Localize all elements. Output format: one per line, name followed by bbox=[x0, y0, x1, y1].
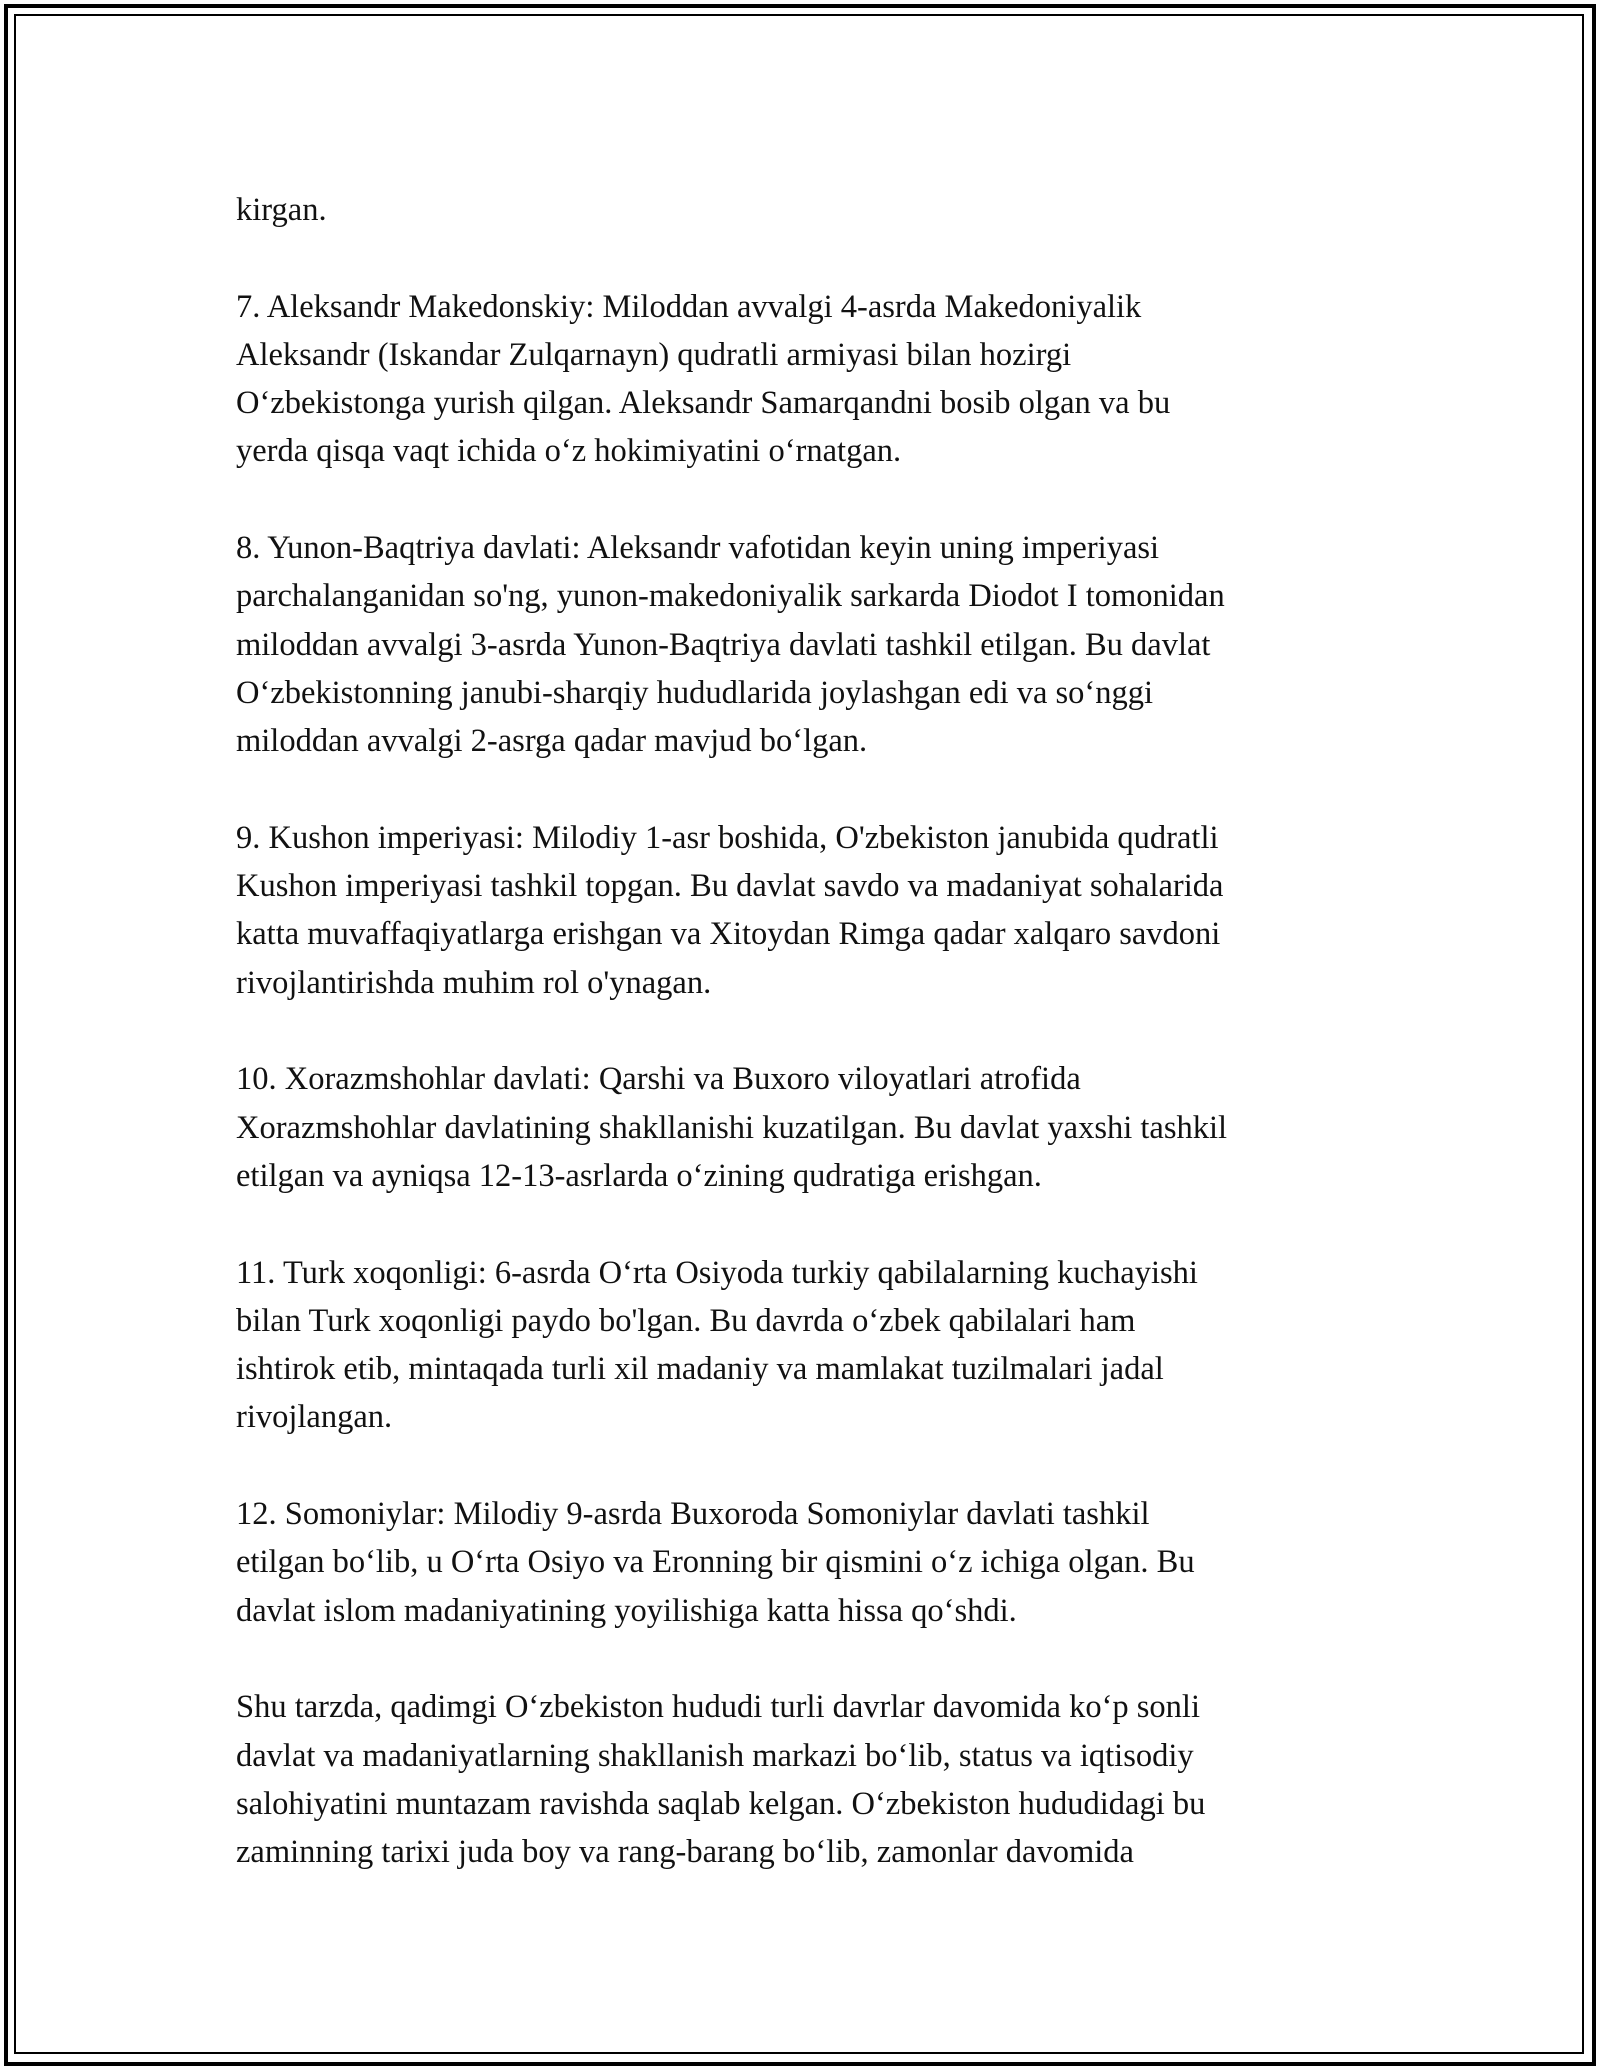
paragraph-item-11: 11. Turk xoqonligi: 6-asrda O‘rta Osiyoda turkiy qabilalarning kuchayishi bilan Turk xoqonligi paydo bo'lgan. Bu davrda o‘zbek qabilalari ham ishtirok etib, mintaqada turli xil madaniy va mamlakat tuzilmalari jadal rivojlangan. bbox=[236, 1254, 1198, 1436]
document-body bbox=[236, 186, 1364, 1925]
paragraph-item-9: 9. Kushon imperiyasi: Milodiy 1-asr boshida, O'zbekiston janubida qudratli Kushon imperiyasi tashkil topgan. Bu davlat savdo va madaniyat sohalarida katta muvaffaqiyatlarga erishgan va Xitoydan Rimga qadar xalqaro savdoni rivojlantirishda muhim rol o'ynagan. bbox=[236, 819, 1224, 1001]
paragraph-continuation: kirgan. bbox=[236, 192, 327, 228]
paragraph-item-7: 7. Aleksandr Makedonskiy: Miloddan avvalgi 4-asrda Makedoniyalik Aleksandr (Iskandar Zulqarnayn) qudratli armiyasi bilan hozirgi O‘zbekistonga yurish qilgan. Aleksandr Samarqandni bosib olgan va bu yerda qisqa vaqt ichida o‘z hokimiyatini o‘rnatgan. bbox=[236, 288, 1171, 470]
paragraph-item-10: 10. Xorazmshohlar davlati: Qarshi va Buxoro viloyatlari atrofida Xorazmshohlar davlatining shakllanishi kuzatilgan. Bu davlat yaxshi tashkil etilgan va ayniqsa 12-13-asrlarda o‘zining qudratiga erishgan. bbox=[236, 1061, 1228, 1194]
paragraph-item-8: 8. Yunon-Baqtriya davlati: Aleksandr vafotidan keyin uning imperiyasi parchalanganidan so'ng, yunon-makedoniyalik sarkarda Diodot I tomonidan miloddan avvalgi 3-asrda Yunon-Baqtriya davlati tashkil etilgan. Bu davlat O‘zbekistonning janubi-sharqiy hududlarida joylashgan edi va so‘nggi miloddan avvalgi 2-asrga qadar mavjud bo‘lgan. bbox=[236, 530, 1225, 760]
paragraph-item-12: 12. Somoniylar: Milodiy 9-asrda Buxoroda Somoniylar davlati tashkil etilgan bo‘lib, u O‘rta Osiyo va Eronning bir qismini o‘z ichiga olgan. Bu davlat islom madaniyatining yoyilishiga katta hissa qo‘shdi. bbox=[236, 1496, 1195, 1629]
paragraph-conclusion: Shu tarzda, qadimgi O‘zbekiston hududi turli davrlar davomida ko‘p sonli davlat va madaniyatlarning shakllanish markazi bo‘lib, status va iqtisodiy salohiyatini muntazam ravishda saqlab kelgan. O‘zbekiston hududidagi bu zaminning tarixi juda boy va rang-barang bo‘lib, zamonlar davomida bbox=[236, 1689, 1206, 1871]
